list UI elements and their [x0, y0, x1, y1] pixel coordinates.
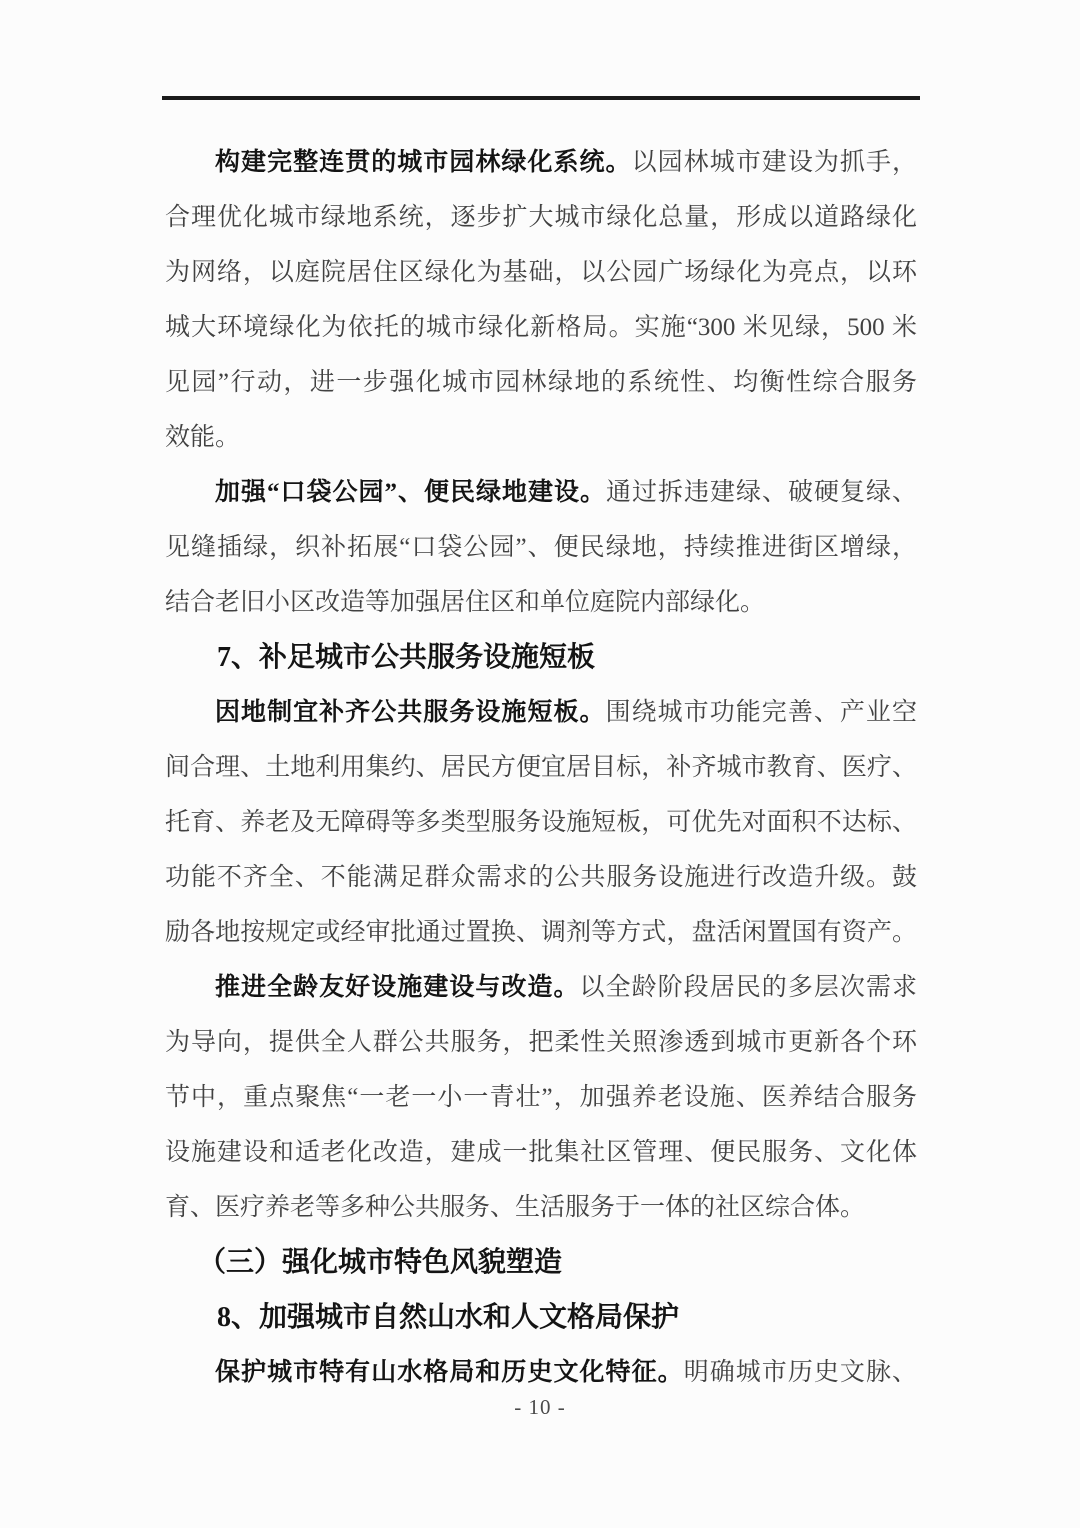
text-line: [165, 850, 917, 905]
bold-text-run: （三）强化城市特色风貌塑造: [198, 1247, 563, 1278]
bold-text-run: 7、补足城市公共服务设施短板: [217, 642, 596, 673]
heading-line: [165, 1235, 917, 1290]
text-line: [165, 135, 917, 190]
text-run: 见缝插绿，织补拓展“口袋公园”、便民绿地，持续推进街区增绿，: [165, 534, 917, 561]
text-run: 效能。: [165, 424, 241, 451]
bold-text-run: 8、加强城市自然山水和人文格局保护: [217, 1302, 680, 1333]
text-line: [165, 1070, 917, 1125]
text-run: 功能不齐全、不能满足群众需求的公共服务设施进行改造升级。鼓: [165, 864, 917, 891]
text-run: 城大环境绿化为依托的城市绿化新格局。实施“300 米见绿，500 米: [165, 314, 917, 341]
text-run: 设施建设和适老化改造，建成一批集社区管理、便民服务、文化体: [165, 1139, 917, 1166]
text-run: 合理优化城市绿地系统，逐步扩大城市绿化总量，形成以道路绿化: [165, 204, 917, 231]
text-line: [165, 410, 917, 465]
text-line: [165, 245, 917, 300]
page-number: - 10 -: [514, 1395, 566, 1419]
bold-text-run: 构建完整连贯的城市园林绿化系统。: [215, 149, 632, 176]
text-run: 结合老旧小区改造等加强居住区和单位庭院内部绿化。: [165, 589, 766, 616]
text-line: [165, 795, 917, 850]
text-run: 托育、养老及无障碍等多类型服务设施短板，可优先对面积不达标、: [165, 809, 917, 836]
text-line: [165, 685, 917, 740]
text-run: 为网络，以庭院居住区绿化为基础，以公园广场绿化为亮点，以环: [165, 259, 917, 286]
text-line: [165, 520, 917, 575]
text-run: 通过拆违建绿、破硬复绿、: [605, 479, 917, 506]
text-run: 节中，重点聚焦“一老一小一青壮”，加强养老设施、医养结合服务: [165, 1084, 917, 1111]
bold-text-run: 保护城市特有山水格局和历史文化特征。: [215, 1359, 684, 1386]
text-line: [165, 300, 917, 355]
header-rule: [162, 96, 920, 100]
text-line: [165, 1125, 917, 1180]
text-block: [165, 135, 917, 1400]
text-run: 见园”行动，进一步强化城市园林绿地的系统性、均衡性综合服务: [165, 369, 917, 396]
heading-line: [165, 1290, 917, 1345]
text-line: [165, 465, 917, 520]
bold-text-run: 加强“口袋公园”、便民绿地建设。: [215, 479, 606, 506]
text-line: [165, 575, 917, 630]
text-line: [165, 960, 917, 1015]
text-line: [165, 905, 917, 960]
text-line: [165, 1180, 917, 1235]
text-run: 围绕城市功能完善、产业空: [605, 699, 917, 726]
text-run: 以全龄阶段居民的多层次需求: [579, 974, 917, 1001]
text-line: [165, 740, 917, 795]
heading-line: [165, 630, 917, 685]
text-run: 明确城市历史文脉、: [683, 1359, 917, 1386]
text-run: 以园林城市建设为抓手，: [631, 149, 917, 176]
text-line: [165, 355, 917, 410]
text-line: [165, 190, 917, 245]
text-line: [165, 1015, 917, 1070]
text-run: 为导向，提供全人群公共服务，把柔性关照渗透到城市更新各个环: [165, 1029, 917, 1056]
bold-text-run: 因地制宜补齐公共服务设施短板。: [215, 699, 606, 726]
bold-text-run: 推进全龄友好设施建设与改造。: [215, 974, 580, 1001]
text-run: 励各地按规定或经审批通过置换、调剂等方式，盘活闲置国有资产。: [165, 919, 917, 946]
text-run: 间合理、土地利用集约、居民方便宜居目标，补齐城市教育、医疗、: [165, 754, 917, 781]
text-run: 育、医疗养老等多种公共服务、生活服务于一体的社区综合体。: [165, 1194, 866, 1221]
